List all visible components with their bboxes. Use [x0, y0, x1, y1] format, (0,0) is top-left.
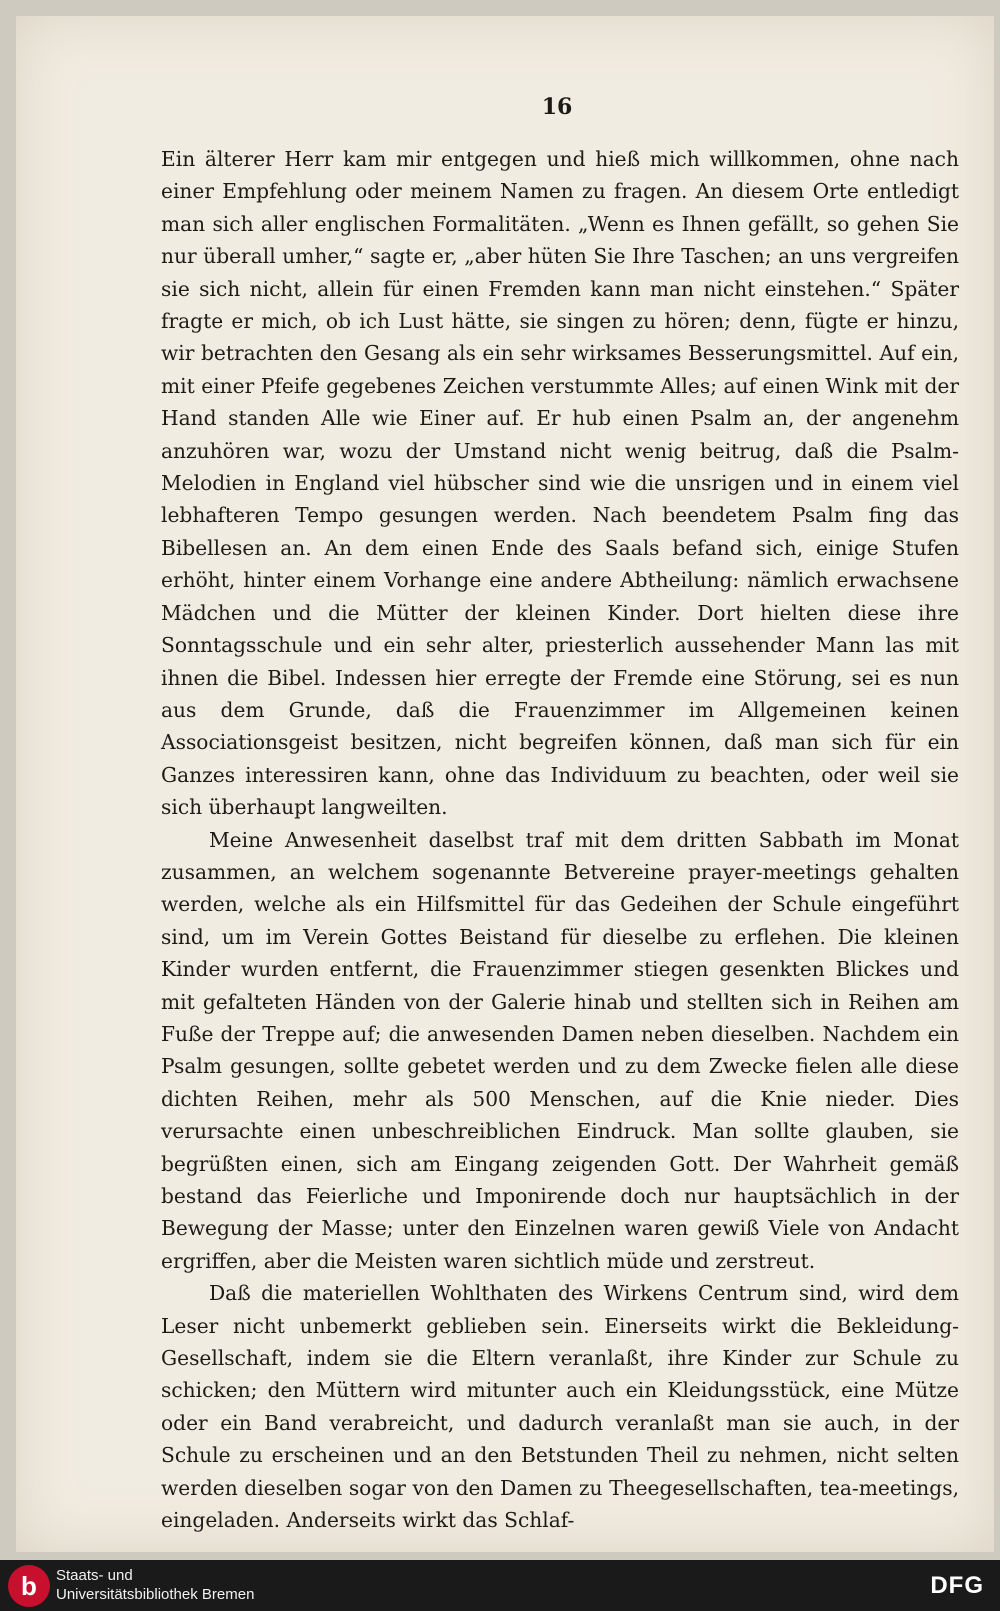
library-name[interactable] [56, 1566, 254, 1604]
viewer-footer [0, 1560, 1000, 1611]
book-page [16, 16, 994, 1552]
logo-letter: b [21, 1571, 37, 1601]
dfg-logo[interactable]: DFG [930, 1572, 984, 1599]
paragraph-3: Daß die materiellen Wohlthaten des Wirkens Centrum sind, wird dem Leser nicht unbemerkt geblieben sein. Einerseits wirkt die Bekleidung-Gesellschaft, indem sie die Eltern veranlaßt, ihre Kinder zur Schule zu schicken; den Müttern wird mitunter auch ein Kleidungsstück, eine Mütze oder ein Band verabreicht, und dadurch veranlaßt man sie auch, in der Schule zu erscheinen und an den Betstunden Theil zu nehmen, nicht selten werden dieselben sogar von den Damen zu Theegesellschaften, tea-meetings, eingeladen. Anderseits wirkt das Schlaf- [161, 1281, 959, 1533]
library-name-line-1: Staats- und [56, 1567, 133, 1584]
page-number: 16 [541, 94, 573, 120]
body-text [161, 143, 959, 1536]
library-name-line-2: Universitätsbibliothek Bremen [56, 1586, 255, 1603]
library-logo-icon[interactable] [8, 1565, 50, 1607]
paragraph-2: Meine Anwesenheit daselbst traf mit dem dritten Sabbath im Monat zusammen, an welchem sogenannte Betvereine prayer-meetings gehalten werden, welche als ein Hilfsmittel für das Gedeihen der Schule eingeführt sind, um im Verein Gottes Beistand für dieselbe zu erflehen. Die kleinen Kinder wurden entfernt, die Frauenzimmer stiegen gesenkten Blickes und mit gefalteten Händen von der Galerie hinab und stellten sich in Reihen am Fuße der Treppe auf; die anwesenden Damen neben dieselben. Nachdem ein Psalm gesungen, sollte gebetet werden und zu dem Zwecke fielen alle diese dichten Reihen, mehr als 500 Menschen, auf die Knie nieder. Dies verursachte einen unbeschreiblichen Eindruck. Man sollte glauben, sie begrüßten einen, sich am Eingang zeigenden Gott. Der Wahrheit gemäß bestand das Feierliche und Imponirende doch nur hauptsächlich in der Bewegung der Masse; unter den Einzelnen waren gewiß Viele von Andacht ergriffen, aber die Meisten waren sichtlich müde und zerstreut. [161, 827, 959, 1273]
paragraph-1: Ein älterer Herr kam mir entgegen und hieß mich willkommen, ohne nach einer Empfehlung oder meinem Namen zu fragen. An diesem Orte entledigt man sich aller englischen Formalitäten. „Wenn es Ihnen gefällt, so gehen Sie nur überall umher,“ sagte er, „aber hüten Sie Ihre Taschen; an uns vergreifen sie sich nicht, allein für einen Fremden kann man nicht einstehen.“ Später fragte er mich, ob ich Lust hätte, sie singen zu hören; denn, fügte er hinzu, wir betrachten den Gesang als ein sehr wirksames Besserungsmittel. Auf ein, mit einer Pfeife gegebenes Zeichen verstummte Alles; auf einen Wink mit der Hand standen Alle wie Einer auf. Er hub einen Psalm an, der angenehm anzuhören war, wozu der Umstand nicht wenig beitrug, daß die Psalm-Melodien in England viel hübscher sind wie die unsrigen und in einem viel lebhafteren Tempo gesungen werden. Nach beendetem Psalm fing das Bibellesen an. An dem einen Ende des Saals befand sich, einige Stufen erhöht, hinter einem Vorhange eine andere Abtheilung: nämlich erwachsene Mädchen und die Mütter der kleinen Kinder. Dort hielten diese ihre Sonntagsschule und ein sehr alter, priesterlich aussehender Mann las mit ihnen die Bibel. Indessen hier erregte der Fremde eine Störung, sei es nun aus dem Grunde, daß die Frauenzimmer im Allgemeinen keinen Associationsgeist besitzen, nicht begreifen können, daß man sich für ein Ganzes interessiren kann, ohne das Individuum zu beachten, oder weil sie sich überhaupt langweilten. [161, 147, 959, 820]
